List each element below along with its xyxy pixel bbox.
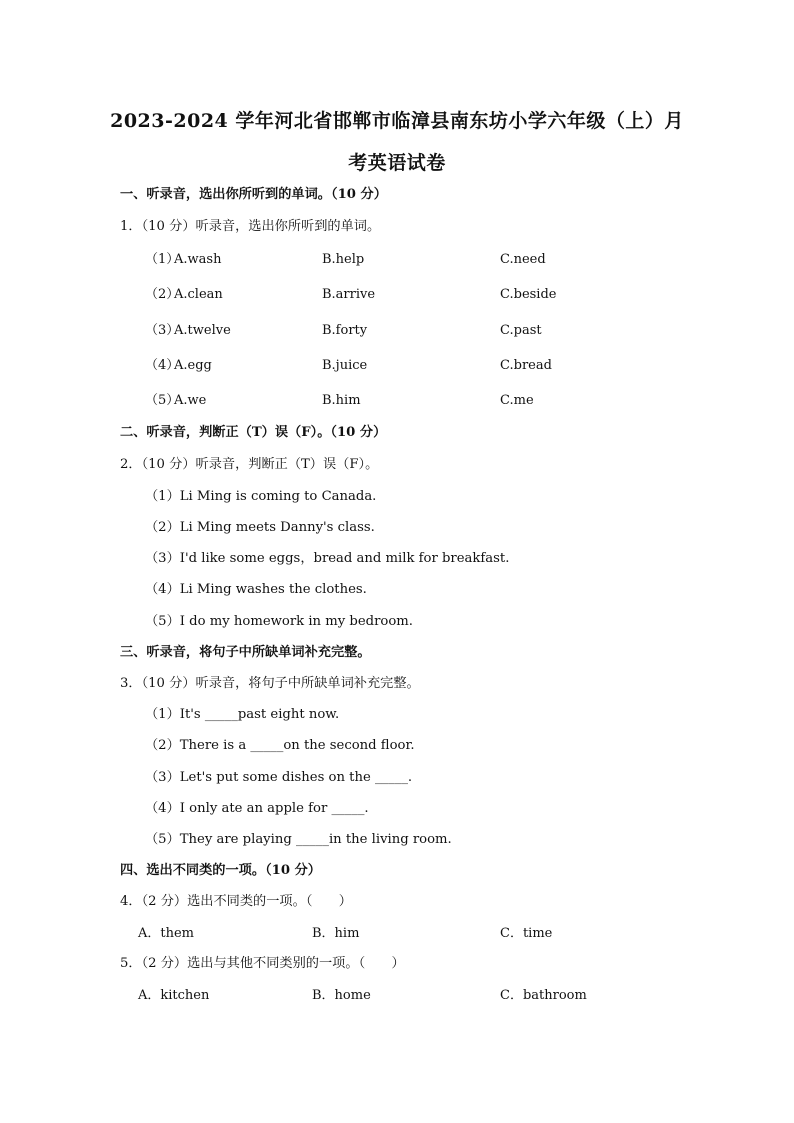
q1-row2-option-c: C.beside (500, 287, 557, 302)
q2-item2: （2）Li Ming meets Danny's class. (145, 520, 375, 535)
q3-item2: （2）There is a _____on the second floor. (145, 738, 415, 753)
q1-row1-option-c: C.need (500, 252, 546, 267)
question5-text: 5．（2 分）选出与其他不同类别的一项。（ ） (120, 956, 405, 971)
q3-item1: （1）It's _____past eight now. (145, 707, 340, 722)
q1-row1-option-a: A.wash (174, 252, 222, 267)
q1-row2-num: （2） (145, 287, 180, 302)
q2-item1: （1）Li Ming is coming to Canada. (145, 489, 377, 504)
q3-item3: （3）Let's put some dishes on the _____. (145, 770, 413, 785)
section4-heading: 四、选出不同类的一项。（10 分） (120, 863, 321, 878)
question2-text: 2．（10 分）听录音，判断正（T）误（F）。 (120, 457, 379, 472)
q4-option-c: C．time (500, 926, 553, 941)
q4-option-b: B．him (312, 926, 360, 941)
q1-row4-num: （4） (145, 358, 180, 373)
q3-item4: （4）I only ate an apple for _____. (145, 801, 369, 816)
q1-row4-option-a: A.egg (174, 358, 212, 373)
q1-row3-option-a: A.twelve (174, 323, 231, 338)
q1-row4-option-b: B.juice (322, 358, 368, 373)
q5-option-b: B．home (312, 988, 371, 1003)
q1-row2-option-a: A.clean (174, 287, 223, 302)
q1-row1-option-b: B.help (322, 252, 365, 267)
q2-item4: （4）Li Ming washes the clothes. (145, 582, 367, 597)
q1-row2-option-b: B.arrive (322, 287, 376, 302)
q1-row5-option-a: A.we (174, 393, 207, 408)
q2-item3: （3）I'd like some eggs，bread and milk for breakfast. (145, 551, 510, 566)
exam-title-line2: 考英语试卷 (348, 152, 446, 174)
section3-heading: 三、听录音，将句子中所缺单词补充完整。 (120, 645, 371, 660)
q1-row1-num: （1） (145, 252, 180, 267)
q5-option-c: C．bathroom (500, 988, 587, 1003)
q1-row5-option-b: B.him (322, 393, 361, 408)
q4-option-a: A．them (138, 926, 195, 941)
section2-heading: 二、听录音，判断正（T）误（F）。（10 分） (120, 425, 387, 440)
exam-title-line1: 2023-2024 学年河北省邯郸市临漳县南东坊小学六年级（上）月 (110, 110, 684, 132)
q1-row3-option-b: B.forty (322, 323, 368, 338)
q5-option-a: A．kitchen (138, 988, 210, 1003)
q3-item5: （5）They are playing _____in the living room. (145, 832, 452, 847)
q1-row5-num: （5） (145, 393, 180, 408)
question4-text: 4．（2 分）选出不同类的一项。（ ） (120, 894, 352, 909)
q2-item5: （5）I do my homework in my bedroom. (145, 614, 413, 629)
q1-row3-num: （3） (145, 323, 180, 338)
section1-heading: 一、听录音，选出你所听到的单词。（10 分） (120, 187, 387, 202)
q1-row5-option-c: C.me (500, 393, 534, 408)
question3-text: 3．（10 分）听录音，将句子中所缺单词补充完整。 (120, 676, 420, 691)
q1-row3-option-c: C.past (500, 323, 542, 338)
q1-row4-option-c: C.bread (500, 358, 552, 373)
question1-text: 1．（10 分）听录音，选出你所听到的单词。 (120, 219, 381, 234)
